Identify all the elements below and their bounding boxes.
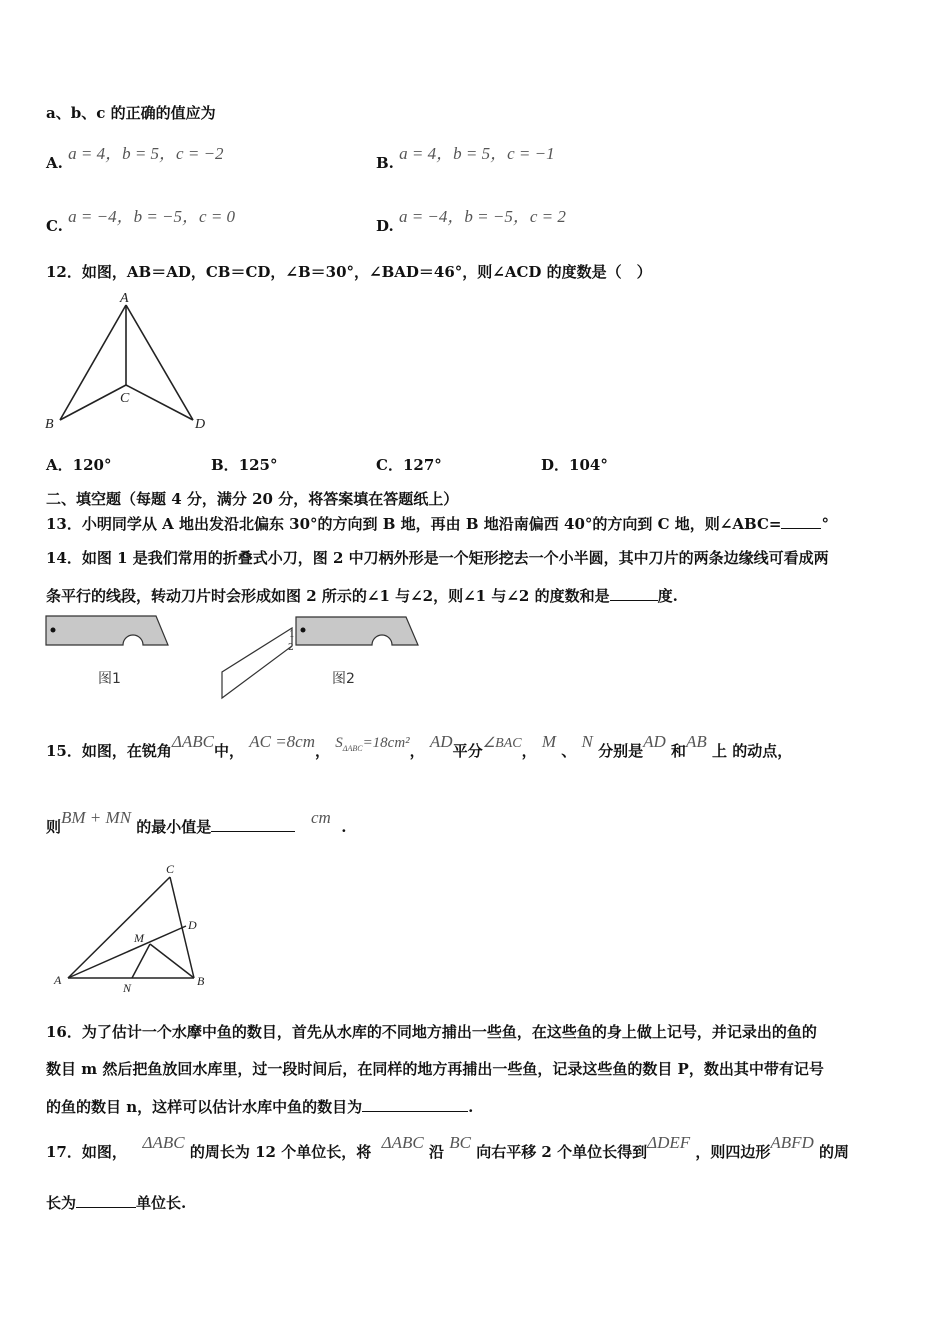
q16-line2: 数目 m 然后把鱼放回水库里，过一段时间后，在同样的地方再捕出一些鱼，记录这些鱼的数目 P，数出其中带有记号 [46,1060,824,1078]
q17-line1: 17．如图， ΔABC 的周长为 12 个单位长，将 ΔABC 沿 BC 向右平移 2 个单位长得到ΔDEF ，则四边形ABFD 的周 [46,1133,850,1161]
angle-2-label: 2 [288,643,294,653]
q11-option-d: D. a = −4，b = −5，c = 2 [376,207,566,235]
label-n: N [123,981,132,995]
label-b: B [197,974,205,988]
q16-line1: 16．为了估计一个水摩中鱼的数目，首先从水库的不同地方捕出一些鱼，在这些鱼的身上做上记号，并记录出的鱼的 [46,1023,817,1041]
pivot-dot [301,628,306,633]
q11-option-c: C. a = −4，b = −5，c = 0 [46,207,236,235]
q14-line1: 14．如图 1 是我们常用的折叠式小刀，图 2 中刀柄外形是一个矩形挖去一个小半圆，其中刀片的两条边缘线可看成两 [46,549,829,567]
fig1-caption: 图1 [98,671,121,687]
label-d: D [195,417,206,432]
knife-blade [222,628,292,698]
q15-figure [50,860,220,995]
q12-option-c: C．127° [376,456,442,474]
q14-line2: 条平行的线段，转动刀片时会形成如图 2 所示的∠1 与∠2，则∠1 与∠2 的度数和是 度. [46,587,678,605]
pivot-dot [51,628,56,633]
q11-option-b: B. a = 4，b = 5，c = −1 [376,144,555,172]
q13: 13．小明同学从 A 地出发沿北偏东 30°的方向到 B 地，再由 B 地沿南偏西 40°的方向到 C 地，则∠ABC= ° [46,515,829,533]
q12-stem: 12．如图，AB＝AD，CB＝CD，∠B＝30°，∠BAD＝46°，则∠ACD 的度数是（ ） [46,263,652,281]
answer-blank[interactable] [76,1193,136,1208]
q11-stem: a、b、c 的正确的值应为 [46,104,216,122]
q11-option-a: A. a = 4，b = 5，c = −2 [46,144,224,172]
answer-blank[interactable] [610,586,658,601]
q17-line2: 长为 单位长. [46,1194,187,1212]
knife-handle-fig2 [296,617,418,645]
q12-option-a: A．120° [46,456,112,474]
answer-blank[interactable] [211,817,295,832]
q14-figures [40,610,430,705]
q15-line2: 则BM + MN 的最小值是 cm . [46,808,347,836]
knife-handle-fig1 [46,616,168,645]
q15-line1: 15．如图，在锐角ΔABC中， AC =8cm， $S_{\Delta ABC}=18cm^2$， AD平分∠BAC， M 、 N 分别是AD 和AB 上 的动点， [46,732,793,760]
section-heading: 二、填空题（每题 4 分，满分 20 分，将答案填在答题纸上） [46,490,459,508]
label-a: A [54,973,62,987]
label-b: B [45,417,54,432]
angle-1-label: 1 [289,630,295,640]
label-d: D [188,918,197,932]
q12-figure [40,288,220,438]
fig2-caption: 图2 [332,671,355,687]
q12-option-d: D．104° [541,456,608,474]
answer-blank[interactable] [362,1097,468,1112]
q12-option-b: B．125° [211,456,278,474]
label-c: C [166,862,175,876]
answer-blank[interactable] [781,514,821,529]
label-c: C [120,391,130,406]
label-a: A [120,291,129,306]
label-m: M [134,931,144,945]
q16-line3: 的鱼的数目 n，这样可以估计水库中鱼的数目为 . [46,1098,474,1116]
